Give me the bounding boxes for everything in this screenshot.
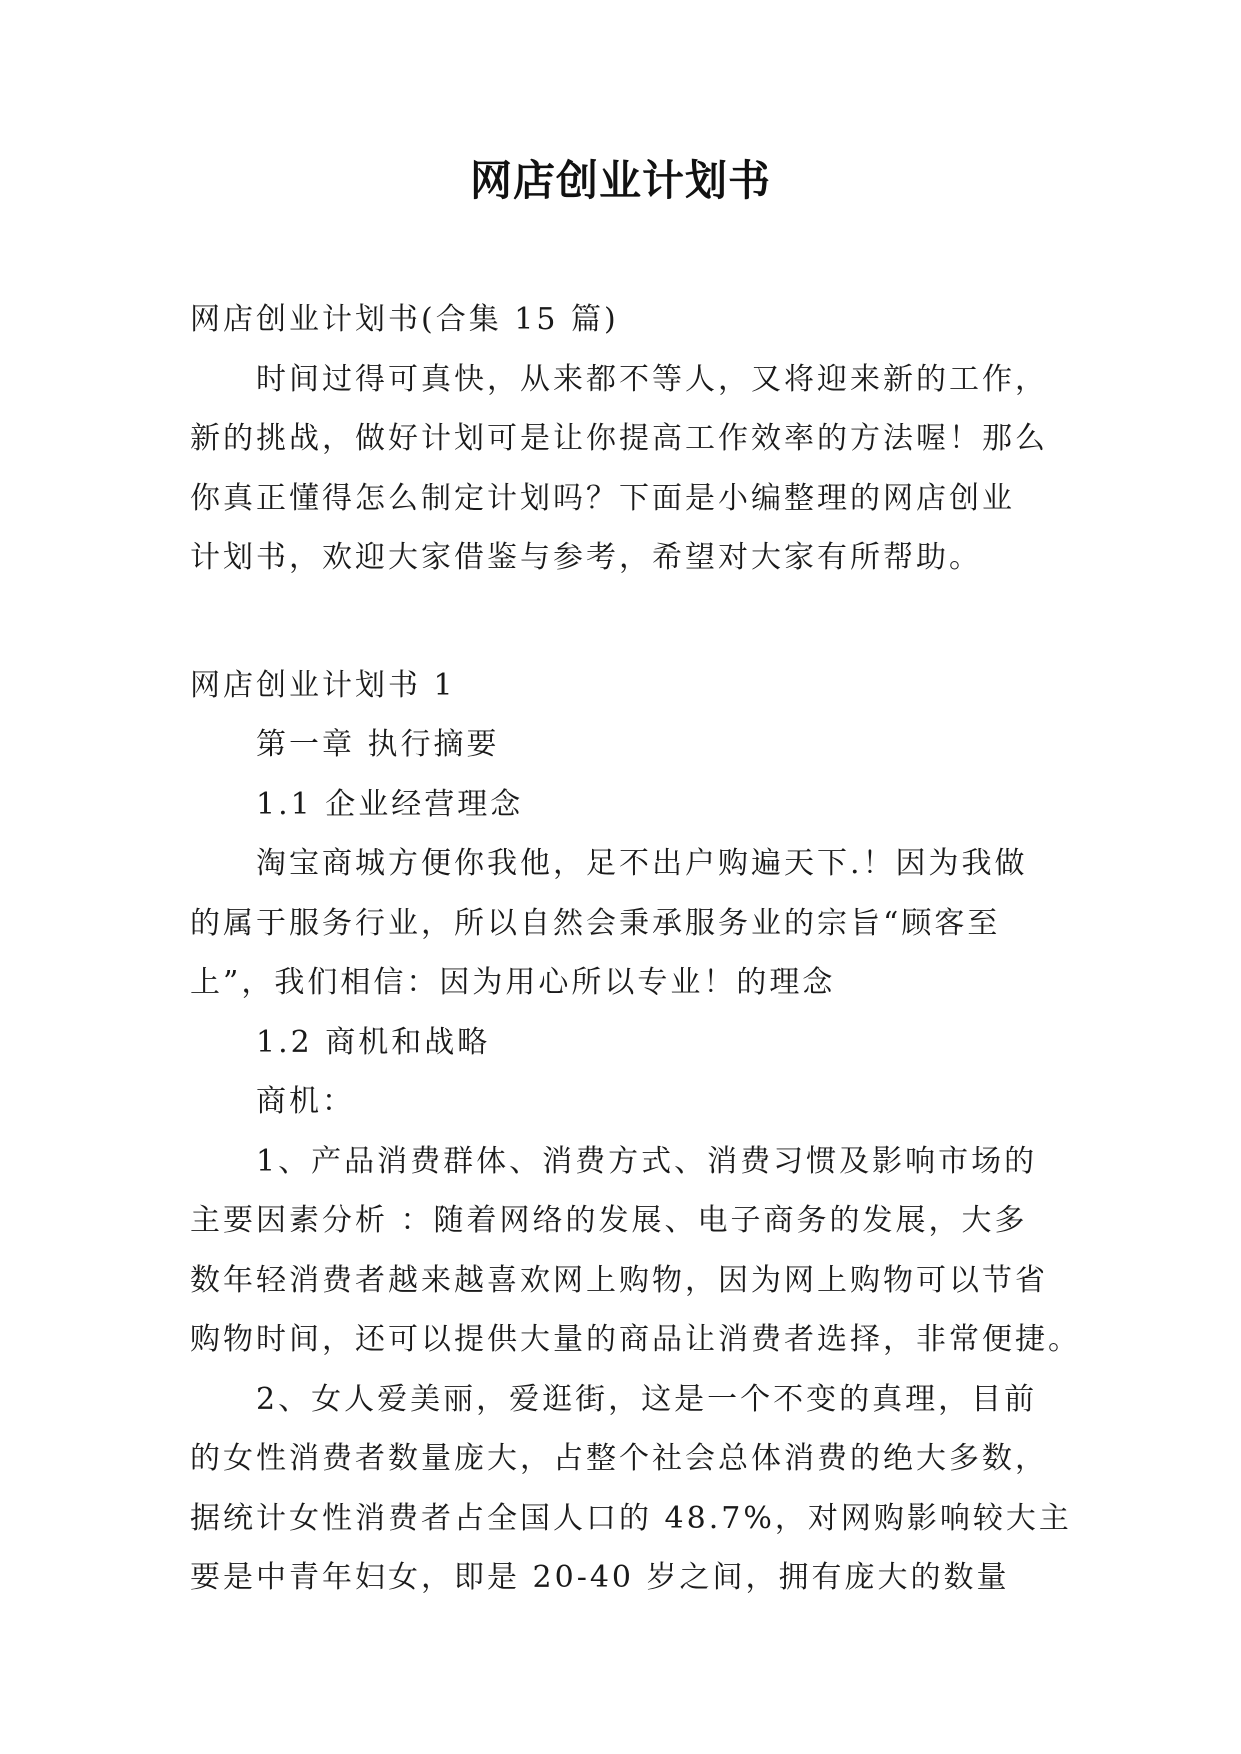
intro-line: 计划书，欢迎大家借鉴与参考，希望对大家有所帮助。 <box>190 540 982 575</box>
paragraph-line: 1、产品消费群体、消费方式、消费习惯及影响市场的 <box>256 1143 1038 1179</box>
intro-line: 新的挑战，做好计划可是让你提高工作效率的方法喔！那么 <box>190 421 1048 456</box>
intro-line: 时间过得可真快，从来都不等人，又将迎来新的工作， <box>256 361 1048 397</box>
label-line: 商机： <box>256 1084 355 1119</box>
paragraph-line: 主要因素分析 ：随着网络的发展、电子商务的发展，大多 <box>190 1203 1028 1238</box>
document-body <box>190 290 1081 1608</box>
paragraph-line: 的女性消费者数量庞大，占整个社会总体消费的绝大多数， <box>190 1441 1048 1476</box>
paragraph-line: 上”，我们相信：因为用心所以专业！的理念 <box>190 965 836 1000</box>
paragraph-line: 淘宝商城方便你我他，足不出户购遍天下.！因为我做 <box>256 846 1028 881</box>
paragraph-line: 购物时间，还可以提供大量的商品让消费者选择，非常便捷。 <box>190 1322 1081 1357</box>
paragraph-line: 的属于服务行业，所以自然会秉承服务业的宗旨“顾客至 <box>190 905 1001 941</box>
subsection-heading: 1.2 商机和战略 <box>256 1024 491 1060</box>
doc-subtitle: 网店创业计划书(合集 15 篇) <box>190 302 619 337</box>
paragraph-line: 数年轻消费者越来越喜欢网上购物，因为网上购物可以节省 <box>190 1262 1048 1298</box>
subsection-heading: 1.1 企业经营理念 <box>256 786 524 822</box>
paragraph-line: 据统计女性消费者占全国人口的 48.7%，对网购影响较大主 <box>190 1500 1072 1536</box>
section-heading: 网店创业计划书 1 <box>190 667 456 703</box>
chapter-heading: 第一章 执行摘要 <box>256 727 500 762</box>
document-title: 网店创业计划书 <box>469 156 771 205</box>
paragraph-line: 要是中青年妇女，即是 20-40 岁之间，拥有庞大的数量 <box>190 1560 1010 1595</box>
paragraph-line: 2、女人爱美丽，爱逛街，这是一个不变的真理，目前 <box>256 1381 1038 1417</box>
intro-line: 你真正懂得怎么制定计划吗？下面是小编整理的网店创业 <box>190 480 1015 516</box>
